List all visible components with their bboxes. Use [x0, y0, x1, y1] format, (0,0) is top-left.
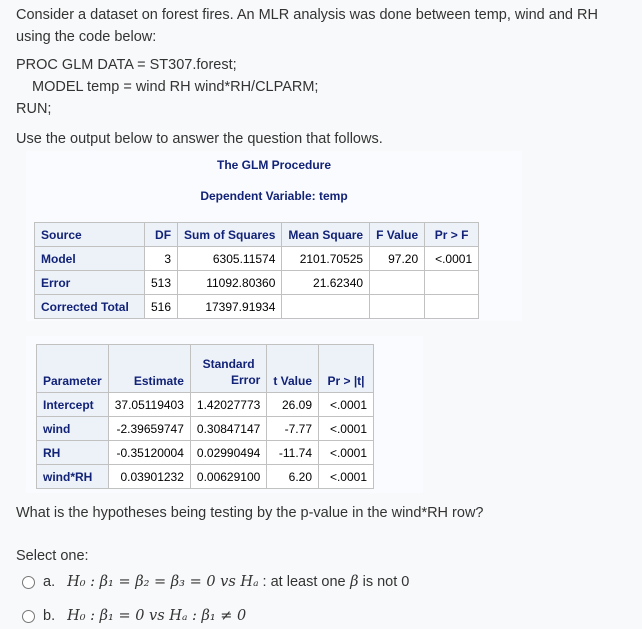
- option-a-math: H₀ : β₁ = β₂ = β₃ = 0 vs Hₐ: [67, 574, 259, 590]
- option-b-radio[interactable]: [22, 610, 35, 623]
- anova-header-source: Source: [35, 223, 145, 247]
- anova-header-row: [35, 223, 479, 247]
- table-cell: -7.77: [267, 417, 319, 441]
- table-cell: 0.00629100: [190, 465, 266, 489]
- anova-header-ss: Sum of Squares: [178, 223, 282, 247]
- table-cell: -11.74: [267, 441, 319, 465]
- row-label: wind*RH: [37, 465, 109, 489]
- params-header-row: [37, 345, 374, 393]
- table-cell: <.0001: [319, 393, 374, 417]
- table-row: [35, 295, 479, 319]
- row-label: Corrected Total: [35, 295, 145, 319]
- table-row: [37, 417, 374, 441]
- table-cell: 0.30847147: [190, 417, 266, 441]
- intro-line-1: Consider a dataset on forest fires. An MLR analysis was done between temp, wind and RH: [16, 7, 598, 23]
- table-cell: 2101.70525: [282, 247, 370, 271]
- table-cell: <.0001: [425, 247, 479, 271]
- option-b-math: H₀ : β₁ = 0 vs Hₐ : β₁ ≠ 0: [67, 608, 247, 624]
- table-cell: <.0001: [319, 465, 374, 489]
- table-cell: 97.20: [370, 247, 425, 271]
- code-line-2: MODEL temp = wind RH wind*RH/CLPARM;: [32, 79, 319, 95]
- parameter-estimates-table: [36, 344, 374, 489]
- intro-line-2: using the code below:: [16, 29, 157, 45]
- table-cell: [370, 295, 425, 319]
- params-header-se-line1: Standard: [202, 357, 255, 371]
- row-label: Model: [35, 247, 145, 271]
- option-a-tail: is not 0: [358, 574, 410, 590]
- table-cell: 6.20: [267, 465, 319, 489]
- option-a-beta: β: [345, 574, 359, 590]
- anova-header-f: F Value: [370, 223, 425, 247]
- table-cell: [370, 271, 425, 295]
- table-cell: 11092.80360: [178, 271, 282, 295]
- option-b-letter: b.: [43, 608, 56, 624]
- table-cell: 37.05119403: [108, 393, 190, 417]
- table-cell: [425, 295, 479, 319]
- row-label: RH: [37, 441, 109, 465]
- table-cell: <.0001: [319, 441, 374, 465]
- table-cell: 6305.11574: [178, 247, 282, 271]
- dependent-variable-label: Dependent Variable: temp: [200, 189, 348, 203]
- procedure-title: The GLM Procedure: [216, 158, 332, 172]
- params-header-t: t Value: [267, 345, 319, 393]
- table-cell: 513: [145, 271, 178, 295]
- anova-table: [34, 222, 479, 319]
- row-label: Error: [35, 271, 145, 295]
- option-a[interactable]: [22, 571, 409, 593]
- anova-header-p: Pr > F: [425, 223, 479, 247]
- select-one-label: Select one:: [16, 548, 89, 564]
- params-header-p: Pr > |t|: [319, 345, 374, 393]
- table-cell: 0.02990494: [190, 441, 266, 465]
- code-line-3: RUN;: [16, 101, 52, 117]
- option-a-radio[interactable]: [22, 576, 35, 589]
- row-label: wind: [37, 417, 109, 441]
- code-line-1: PROC GLM DATA = ST307.forest;: [16, 57, 237, 73]
- table-row: [37, 441, 374, 465]
- table-cell: <.0001: [319, 417, 374, 441]
- table-row: [37, 393, 374, 417]
- params-header-parameter: Parameter: [37, 345, 109, 393]
- table-cell: -0.35120004: [108, 441, 190, 465]
- table-row: [35, 247, 479, 271]
- anova-header-df: DF: [145, 223, 178, 247]
- table-row: [35, 271, 479, 295]
- table-row: [37, 465, 374, 489]
- table-cell: -2.39659747: [108, 417, 190, 441]
- row-label: Intercept: [37, 393, 109, 417]
- table-cell: 26.09: [267, 393, 319, 417]
- parameter-output-panel: [26, 336, 423, 493]
- params-header-se-line2: Error: [230, 373, 261, 387]
- table-cell: 21.62340: [282, 271, 370, 295]
- table-cell: 516: [145, 295, 178, 319]
- params-header-estimate: Estimate: [108, 345, 190, 393]
- params-header-se: [190, 345, 266, 393]
- table-cell: [425, 271, 479, 295]
- option-b[interactable]: [22, 605, 246, 627]
- anova-output-panel: [26, 151, 522, 321]
- table-cell: 17397.91934: [178, 295, 282, 319]
- anova-header-ms: Mean Square: [282, 223, 370, 247]
- table-cell: 3: [145, 247, 178, 271]
- instruction-text: Use the output below to answer the question that follows.: [16, 131, 383, 147]
- option-a-letter: a.: [43, 574, 56, 590]
- table-cell: 1.42027773: [190, 393, 266, 417]
- question-text: What is the hypotheses being testing by the p-value in the wind*RH row?: [16, 505, 484, 521]
- table-cell: 0.03901232: [108, 465, 190, 489]
- option-a-text: : at least one: [258, 574, 346, 590]
- table-cell: [282, 295, 370, 319]
